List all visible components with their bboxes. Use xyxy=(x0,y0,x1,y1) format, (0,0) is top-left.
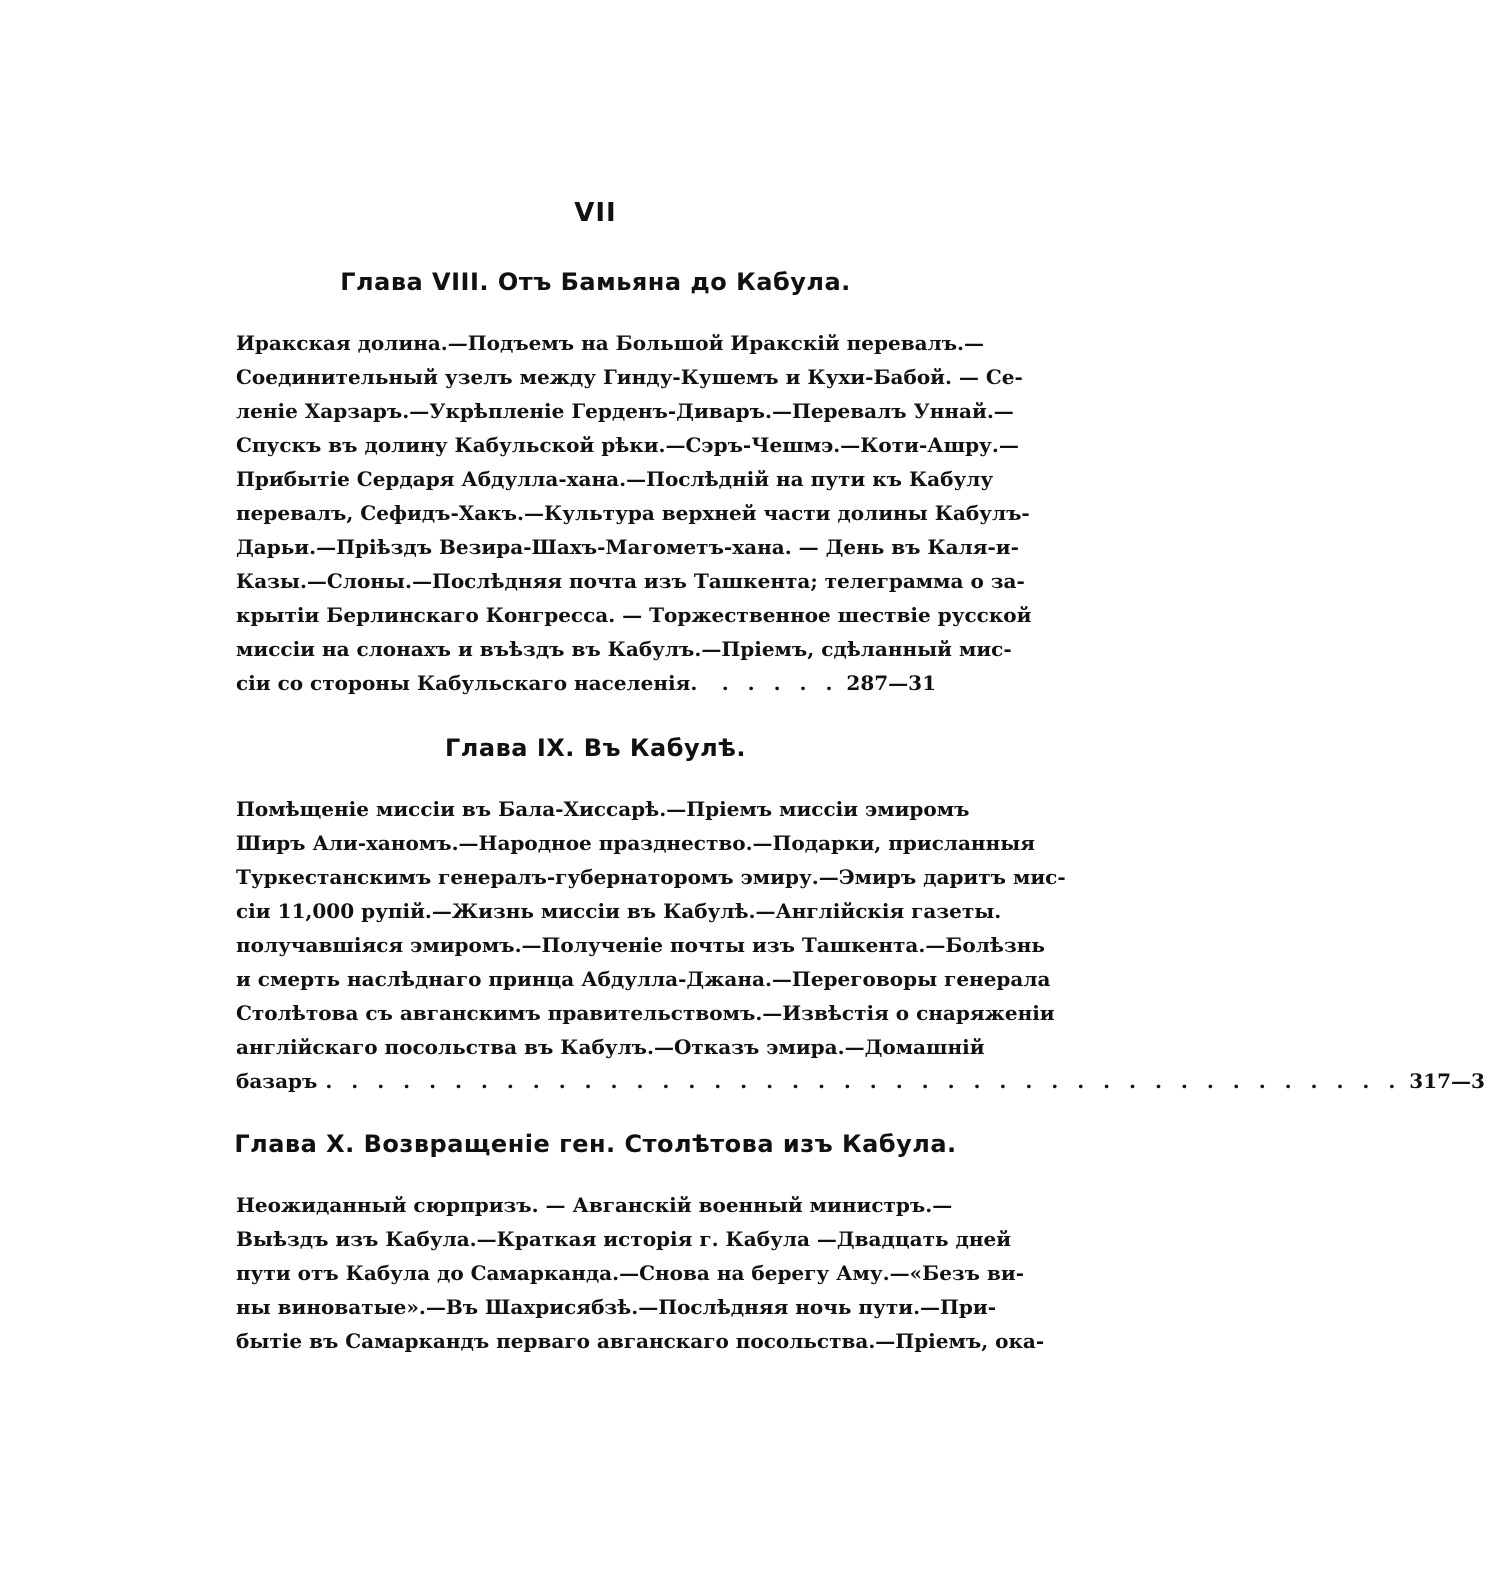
toc-entry-line xyxy=(236,666,936,700)
chapter-title-viii: Глава VIII. Отъ Бамьяна до Кабула. xyxy=(340,268,851,296)
page-range: 317—3 xyxy=(1409,1069,1485,1093)
summary-line: Выѣздъ изъ Кабула.—Краткая исторія г. Кабула —Двадцать дней xyxy=(236,1227,1012,1251)
summary-line: Помѣщеніе миссіи въ Бала-Хиссарѣ.—Пріемъ миссіи эмиромъ xyxy=(236,797,970,821)
summary-last-line: сіи со стороны Кабульскаго населенія. xyxy=(236,671,698,695)
summary-line: пути отъ Кабула до Самарканда.—Снова на берегу Аму.—«Безъ ви- xyxy=(236,1261,1025,1285)
summary-line: Иракская долина.—Подъемъ на Большой Иракскій перевалъ.— xyxy=(236,331,984,355)
summary-line: крытіи Берлинскаго Конгресса. — Торжественное шествіе русской xyxy=(236,603,1032,627)
summary-line: Дарьи.—Пріѣздъ Везира-Шахъ-Магометъ-хана. — День въ Каля-и- xyxy=(236,535,1019,559)
chapter-title-ix: Глава IX. Въ Кабулѣ. xyxy=(445,734,746,762)
chapter-summary-x xyxy=(236,1188,1045,1358)
summary-line: Прибытіе Сердаря Абдулла-хана.—Послѣдній на пути къ Кабулу xyxy=(236,467,994,491)
toc-entry-line xyxy=(236,1064,1485,1098)
summary-line: Соединительный узелъ между Гинду-Кушемъ и Кухи-Бабой. — Се- xyxy=(236,365,1023,389)
summary-line: ны виноватые».—Въ Шахрисябзѣ.—Послѣдняя ночь пути.—При- xyxy=(236,1295,997,1319)
chapter-summary-ix xyxy=(236,792,1485,1098)
dot-leader: . . . . . . . . . . . . . . . . . . . . . . . . . . . . . . . . . . . . . . . . . . xyxy=(325,1069,1402,1093)
page-number: VII xyxy=(574,198,617,228)
dot-leader: . . . . . xyxy=(721,671,839,695)
summary-line: ленiе Харзаръ.—Укрѣпленіе Герденъ-Диваръ.—Перевалъ Уннай.— xyxy=(236,399,1014,423)
summary-line: Казы.—Слоны.—Послѣдняя почта изъ Ташкента; телеграмма о за- xyxy=(236,569,1025,593)
page-range: 287—31 xyxy=(846,671,936,695)
summary-line: миссіи на слонахъ и въѣздъ въ Кабулъ.—Пріемъ, сдѣланный мис- xyxy=(236,637,1012,661)
summary-line: Ширъ Али-ханомъ.—Народное празднество.—Подарки, присланныя xyxy=(236,831,1036,855)
summary-line: Туркестанскимъ генералъ-губернаторомъ эмиру.—Эмиръ даритъ мис- xyxy=(236,865,1066,889)
summary-line: Спускъ въ долину Кабульской рѣки.—Сэръ-Чешмэ.—Коти-Ашру.— xyxy=(236,433,1019,457)
summary-line: перевалъ, Сефидъ-Хакъ.—Культура верхней части долины Кабулъ- xyxy=(236,501,1030,525)
chapter-summary-viii xyxy=(236,326,1032,700)
summary-last-line: базаръ xyxy=(236,1069,318,1093)
summary-line: англійскаго посольства въ Кабулъ.—Отказъ эмира.—Домашній xyxy=(236,1035,985,1059)
summary-line: бытіе въ Самаркандъ перваго авганскаго посольства.—Пріемъ, ока- xyxy=(236,1329,1045,1353)
chapter-title-x: Глава X. Возвращеніе ген. Столѣтова изъ Кабула. xyxy=(234,1130,957,1158)
summary-line: Столѣтова съ авганскимъ правительствомъ.—Извѣстія о снаряженіи xyxy=(236,1001,1055,1025)
summary-line: Неожиданный сюрпризъ. — Авганскій военный министръ.— xyxy=(236,1193,953,1217)
summary-line: получавшіяся эмиромъ.—Полученіе почты изъ Ташкента.—Болѣзнь xyxy=(236,933,1045,957)
summary-line: сіи 11,000 рупій.—Жизнь миссіи въ Кабулѣ.—Англійскія газеты. xyxy=(236,899,1002,923)
summary-line: и смерть наслѣднаго принца Абдулла-Джана.—Переговоры генерала xyxy=(236,967,1051,991)
